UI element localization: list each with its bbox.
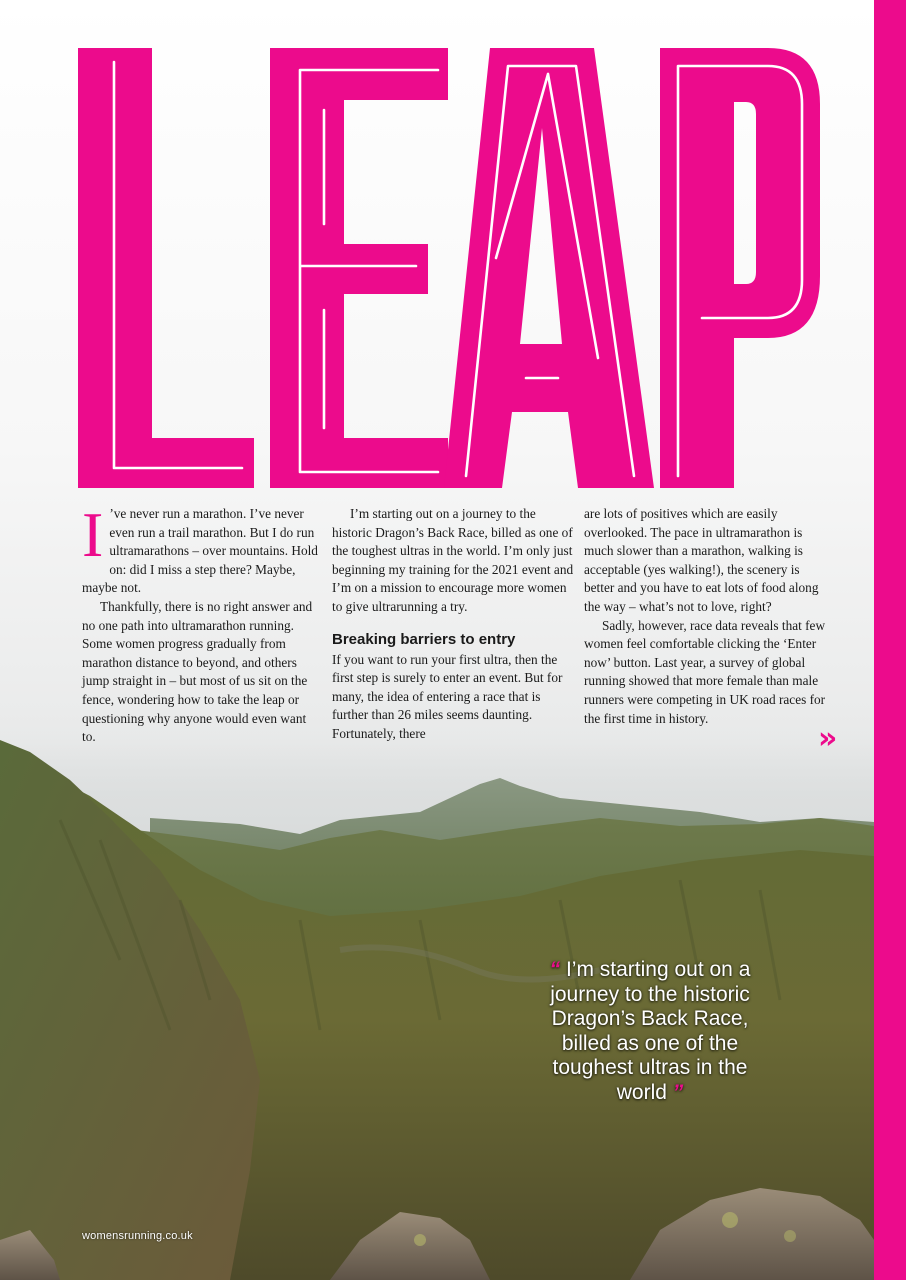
- footer-website-url: womensrunning.co.uk: [82, 1230, 193, 1242]
- paragraph: I’m starting out on a journey to the historic Dragon’s Back Race, billed as one of the toughest ultras in the world. I’m only just beginning my training for the 2021 event and I’m on a mission to encourage more women to give ultrarunning a try.: [332, 506, 574, 614]
- article-column-3: [584, 505, 828, 728]
- open-quote-icon: “: [549, 958, 561, 981]
- article-column-1: [82, 499, 322, 747]
- paragraph: [82, 499, 322, 598]
- pull-quote-text: I’m starting out on a journey to the historic Dragon’s Back Race, billed as one of the toughest ultras in the world: [550, 958, 751, 1104]
- section-subheading: Breaking barriers to entry: [332, 630, 516, 648]
- accent-side-bar: [874, 0, 906, 1280]
- article-column-2: [332, 505, 578, 744]
- paragraph: Sadly, however, race data reveals that few women feel comfortable clicking the ‘Enter now’ button. Last year, a survey of global running showed that more female than male runners were competing in UK road races for the first time in history.: [584, 617, 826, 726]
- pull-quote: [530, 958, 770, 1105]
- paragraph: are lots of positives which are easily overlooked. The pace in ultramarathon is much slower than a marathon, walking is acceptable (yes walking!), the scenery is better and you have to eat lots of food along the way – what’s not to love, right?: [584, 506, 819, 614]
- paragraph-text: ’ve never run a marathon. I’ve never even run a trail marathon. But I do run ultramarathons – over mountains. Hold on: did I miss a step there? Maybe, maybe not.: [82, 506, 318, 596]
- close-quote-icon: ”: [672, 1080, 684, 1104]
- paragraph: Thankfully, there is no right answer and no one path into ultramarathon running. Some women progress gradually from marathon distance to beyond, and others jump straight in – but most of us sit on the fence, wondering how to take the leap or questioning why anyone would even want to.: [82, 598, 313, 745]
- headline-leap: [78, 18, 842, 498]
- drop-cap: I: [82, 499, 104, 570]
- continue-chevron-icon: »: [818, 721, 838, 756]
- paragraph: If you want to run your first ultra, then the first step is surely to enter an event. But for many, the idea of entering a race that is further than 26 miles seems daunting. Fortunately, there: [332, 651, 563, 741]
